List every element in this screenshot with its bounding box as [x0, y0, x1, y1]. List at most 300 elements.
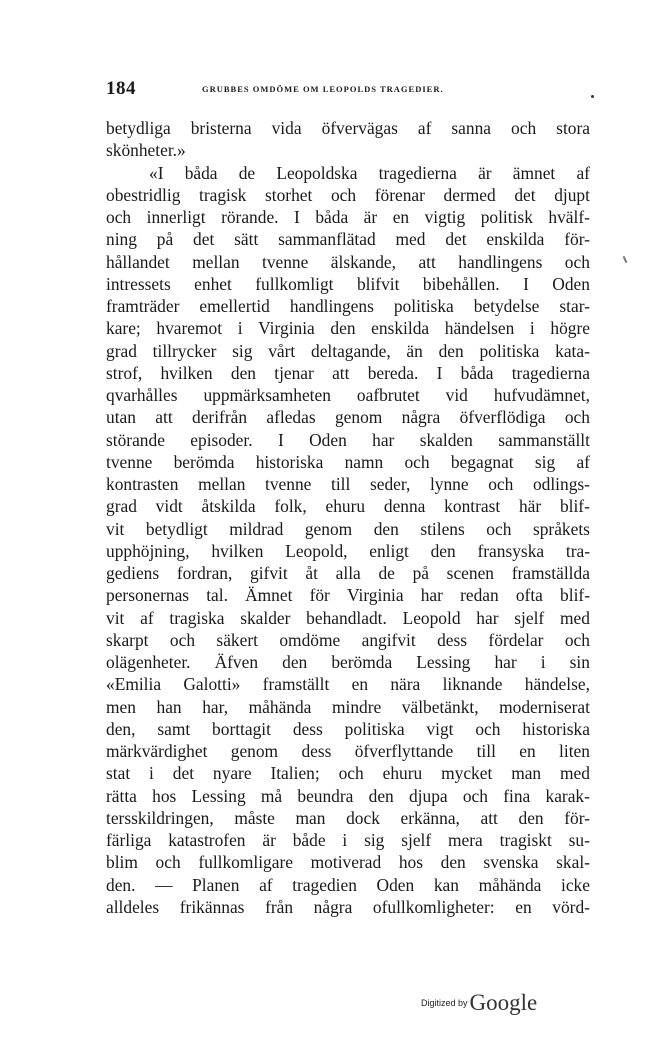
text-line	[106, 340, 590, 362]
word: kontrasten	[106, 474, 179, 494]
word: har	[420, 585, 443, 606]
word: för-	[564, 807, 590, 828]
word: det	[445, 229, 467, 250]
word: erkänna,	[400, 807, 460, 828]
text-line	[106, 295, 590, 317]
text-line	[106, 518, 590, 540]
word: sjelf	[514, 607, 545, 628]
word: det	[172, 763, 195, 784]
word: vid	[445, 385, 468, 405]
word: politiska	[479, 340, 540, 361]
word: den	[368, 785, 394, 806]
word: denna	[383, 496, 426, 517]
word: vida	[271, 118, 302, 138]
word: bristerna	[190, 118, 252, 138]
word: handlingens	[289, 296, 374, 316]
word: politiska	[344, 718, 405, 739]
word: och	[564, 629, 590, 650]
word: att	[155, 407, 173, 428]
word: oafbrutet	[356, 385, 420, 405]
word: emellertid	[199, 296, 270, 316]
word: politiska	[393, 296, 454, 316]
word: sammanställt	[498, 429, 590, 450]
word: en	[351, 674, 369, 695]
word: den	[440, 852, 466, 873]
word: handlingens	[458, 251, 543, 272]
word: nära	[390, 674, 421, 695]
word: en	[392, 207, 410, 227]
word: rätta	[106, 785, 137, 806]
word: framställda	[511, 563, 590, 583]
word: gifvit	[250, 563, 288, 583]
word: dess	[437, 629, 468, 650]
word: båda	[315, 207, 349, 227]
body-text	[106, 117, 590, 918]
word: den	[438, 340, 464, 361]
word: förenar	[374, 184, 425, 205]
word: ofullkomligheter:	[372, 896, 495, 917]
word: tvenne	[261, 251, 309, 272]
text-line	[106, 651, 590, 673]
word: genom	[230, 741, 279, 761]
word: sig	[364, 830, 385, 850]
word: mera	[448, 830, 483, 850]
word: upphöjning,	[106, 540, 190, 561]
word: enskilda	[486, 229, 545, 250]
word: vörd-	[552, 896, 590, 917]
word: han	[156, 696, 182, 717]
digitized-watermark	[421, 990, 537, 1016]
word: ehuru	[325, 496, 366, 517]
word: kare;	[106, 318, 141, 339]
text-line	[106, 807, 590, 829]
word: och	[106, 207, 132, 227]
word: här	[518, 496, 542, 517]
word: den	[518, 807, 544, 828]
word: händelsen	[444, 318, 515, 339]
word: sammanflätad	[278, 229, 376, 250]
word: är	[262, 830, 276, 850]
word: och	[486, 518, 512, 539]
word: I	[523, 273, 529, 294]
word: den	[282, 652, 308, 672]
word: språkets	[532, 518, 590, 539]
word: rörande.	[221, 207, 279, 227]
word: af	[259, 874, 273, 895]
word: tal.	[206, 585, 228, 606]
word: i	[237, 318, 243, 339]
word: tragiska	[169, 607, 225, 628]
text-line	[106, 429, 590, 451]
word: personernas	[106, 585, 190, 606]
word: Lessing	[191, 785, 246, 806]
text-line	[106, 317, 590, 339]
word: moderniserat	[499, 696, 590, 717]
word: Italien;	[270, 763, 320, 784]
word: skönheter.»	[106, 140, 186, 161]
word: Virginia	[258, 318, 315, 339]
text-line	[106, 139, 590, 161]
word: storhet	[264, 184, 313, 205]
word: framställt	[262, 674, 330, 695]
word: djupt	[554, 184, 590, 205]
google-logo: Google	[469, 990, 538, 1015]
text-line	[106, 117, 590, 139]
word: historiska	[522, 718, 590, 739]
word: alldeles	[106, 896, 160, 917]
word: öfvervägas	[321, 118, 398, 138]
word: Virginia	[346, 585, 404, 606]
word: «Emilia	[106, 674, 162, 695]
word: fordran,	[176, 563, 233, 583]
word: mellan	[198, 474, 246, 494]
word: motiverad	[310, 852, 382, 873]
word: öfverflyttande	[354, 741, 454, 761]
word: genom	[334, 407, 383, 428]
word: enligt	[369, 540, 409, 561]
word: hos	[152, 785, 177, 806]
word: samt	[157, 718, 191, 739]
word: skalden	[419, 429, 473, 450]
word: i	[342, 830, 348, 850]
word: tra-	[565, 540, 590, 561]
text-line	[106, 896, 590, 918]
word: hufvudämnet,	[493, 385, 590, 405]
word: kata-	[555, 340, 590, 361]
word: skal-	[556, 852, 590, 873]
word: hvaremot	[156, 318, 223, 339]
word: af	[417, 118, 432, 138]
word: fullkomligt	[255, 273, 334, 294]
text-line	[106, 406, 590, 428]
word: hvilken	[211, 540, 264, 561]
word: hvilken	[160, 362, 213, 383]
word: att	[480, 807, 498, 828]
word: bereda.	[367, 362, 419, 383]
word: störande	[106, 429, 165, 450]
word: sin	[569, 652, 590, 672]
word: hållandet	[106, 251, 170, 272]
word: och	[564, 407, 590, 428]
word: seder,	[369, 474, 411, 494]
word: måste	[234, 807, 275, 828]
word: vidt	[155, 496, 183, 517]
word: skarpt	[106, 629, 149, 650]
word: och	[155, 852, 181, 873]
word: I	[436, 362, 443, 383]
word: och	[338, 763, 364, 784]
word: beundra	[297, 785, 354, 806]
word: katastrofen	[168, 830, 246, 850]
word: Leopold	[402, 607, 461, 628]
word: den	[230, 362, 256, 383]
word: vit	[106, 518, 125, 539]
word: några	[401, 407, 441, 428]
word: betydligt	[145, 518, 208, 539]
word: strof,	[106, 362, 143, 383]
word: borttagit	[212, 718, 271, 739]
word: åt	[305, 563, 318, 583]
word: angifvit	[361, 629, 416, 650]
word: Oden	[376, 874, 415, 895]
word: till	[476, 741, 496, 761]
word: på	[412, 563, 429, 583]
word: tvenne	[265, 474, 312, 494]
text-line	[106, 718, 590, 740]
word: mildrad	[229, 518, 284, 539]
text-line	[106, 607, 590, 629]
digitized-by-label: Digitized by	[421, 998, 468, 1008]
word: ofta	[515, 585, 543, 606]
word: sig	[534, 451, 556, 472]
word: till	[331, 474, 351, 494]
word: öfverflödiga	[459, 407, 546, 428]
word: I	[277, 429, 284, 450]
word: blifvit	[356, 273, 400, 294]
word: blif-	[560, 585, 590, 606]
word: för	[309, 585, 330, 606]
word: —	[155, 874, 173, 895]
word: dess	[301, 741, 332, 761]
word: liten	[559, 741, 590, 761]
word: mycket	[441, 763, 493, 784]
word: Galotti»	[183, 674, 241, 695]
word: man	[295, 807, 326, 828]
ink-speck	[591, 95, 594, 98]
word: stora	[556, 118, 590, 138]
word: Leopoldska	[276, 162, 358, 183]
word: gediens	[106, 563, 160, 583]
word: sjelf	[401, 830, 432, 850]
text-line	[106, 162, 590, 184]
running-head: GRUBBES OMDÖME OM LEOPOLDS TRAGEDIER.	[202, 84, 444, 94]
word: kan	[433, 874, 459, 895]
word: tragiskt	[499, 830, 552, 850]
word: derifrån	[192, 407, 248, 428]
word: mellan	[192, 251, 240, 272]
word: på	[156, 229, 174, 250]
word: genom	[304, 518, 353, 539]
text-line	[106, 228, 590, 250]
text-line	[106, 673, 590, 695]
word: från	[265, 896, 294, 917]
ink-mark	[623, 256, 628, 263]
word: grad	[106, 340, 137, 361]
text-line	[106, 362, 590, 384]
word: har,	[202, 696, 229, 717]
word: uppmärksamheten	[203, 385, 331, 405]
text-line	[106, 629, 590, 651]
word: vit	[106, 607, 125, 628]
word: frikännas	[179, 896, 245, 917]
word: enskilda	[371, 318, 430, 339]
word: en	[515, 896, 532, 917]
word: mindre	[331, 696, 382, 717]
word: qvarhålles	[106, 385, 178, 405]
text-line	[106, 273, 590, 295]
word: att	[332, 362, 350, 383]
word: begagnat	[450, 451, 514, 472]
word: älskande,	[330, 251, 396, 272]
word: betydliga	[106, 118, 171, 138]
word: lynne	[429, 474, 469, 494]
word: må	[260, 785, 283, 806]
text-line	[106, 874, 590, 896]
text-line	[106, 251, 590, 273]
word: åtskilda	[201, 496, 256, 517]
word: Oden	[309, 429, 347, 450]
word: utan	[106, 407, 136, 428]
word: tragisk	[199, 184, 247, 205]
text-line	[106, 584, 590, 606]
word: och	[475, 718, 501, 739]
word: och	[169, 629, 196, 650]
word: dess	[292, 718, 323, 739]
word: och	[330, 184, 357, 205]
word: kontrast	[444, 496, 501, 517]
word: välbetänkt,	[401, 696, 479, 717]
word: af	[140, 607, 154, 628]
word: vigt	[426, 718, 454, 739]
word: politisk	[480, 207, 533, 227]
word: tillrycker	[152, 340, 217, 361]
word: star-	[559, 296, 590, 316]
word: fullkomligare	[198, 852, 293, 873]
word: Leopold,	[285, 540, 348, 561]
word: man	[511, 763, 542, 784]
word: det	[514, 184, 536, 205]
word: «I	[149, 162, 164, 183]
word: den.	[106, 874, 136, 895]
word: och	[404, 451, 430, 472]
word: tragedierna	[378, 162, 457, 183]
word: Äfven	[214, 652, 259, 672]
word: än	[406, 340, 423, 361]
word: båda	[460, 362, 494, 383]
word: både	[292, 830, 326, 850]
word: med	[395, 229, 426, 250]
word: i	[149, 763, 154, 784]
word: är	[478, 162, 492, 183]
word: blif-	[559, 496, 590, 517]
word: karak-	[545, 785, 590, 806]
word: episoder.	[190, 429, 253, 450]
word: liknande	[442, 674, 503, 695]
word: betydelse	[473, 296, 540, 316]
word: af	[576, 162, 590, 183]
word: innerligt	[146, 207, 206, 227]
word: scenen	[446, 563, 494, 583]
word: odlings-	[532, 474, 590, 494]
text-line	[106, 384, 590, 406]
word: att	[418, 251, 436, 272]
word: har	[476, 607, 499, 628]
word: och	[511, 118, 537, 138]
text-line	[106, 451, 590, 473]
word: sig	[232, 340, 253, 361]
word: I	[294, 207, 300, 227]
word: bibehållen.	[422, 273, 500, 294]
word: af	[576, 451, 590, 472]
word: händelse,	[524, 674, 590, 695]
word: vigtig	[424, 207, 466, 227]
word: vårt	[268, 340, 296, 361]
text-line	[106, 829, 590, 851]
word: olägenheter.	[106, 652, 191, 672]
text-line	[106, 473, 590, 495]
word: grad	[106, 496, 137, 517]
word: skalder	[240, 607, 291, 628]
word: dermed	[443, 184, 496, 205]
word: med	[559, 607, 590, 628]
word: ehuru	[382, 763, 423, 784]
word: tjenar	[274, 362, 314, 383]
word: omdöme	[279, 629, 341, 650]
word: de	[238, 162, 256, 183]
word: djupa	[408, 785, 448, 806]
text-line	[106, 740, 590, 762]
word: berömda	[331, 652, 393, 672]
word: sanna	[451, 118, 492, 138]
word: måhända	[248, 696, 312, 717]
page-number: 184	[106, 78, 136, 99]
word: behandladt.	[306, 607, 387, 628]
word: och	[462, 785, 488, 806]
word: en	[519, 741, 536, 761]
word: tragedierna	[511, 362, 590, 383]
word: med	[560, 763, 590, 784]
word: högre	[550, 318, 590, 339]
word: Lessing	[416, 652, 471, 672]
word: den	[373, 518, 399, 539]
text-line	[106, 762, 590, 784]
word: hos	[398, 852, 423, 873]
word: båda	[184, 162, 218, 183]
word: och	[564, 251, 590, 272]
word: Oden	[552, 273, 590, 294]
word: måhända	[478, 874, 542, 895]
word: den,	[106, 718, 136, 739]
word: i	[529, 318, 535, 339]
word: för-	[564, 229, 590, 250]
text-line	[106, 184, 590, 206]
word: enhet	[194, 273, 232, 294]
word: färliga	[106, 830, 152, 850]
word: dock	[346, 807, 380, 828]
text-line	[106, 495, 590, 517]
word: berömda	[173, 451, 235, 472]
word: tvenne	[106, 451, 153, 472]
word: de	[378, 563, 395, 583]
word: obestridlig	[106, 184, 181, 205]
text-line	[106, 206, 590, 228]
word: fina	[503, 785, 531, 806]
text-line	[106, 785, 590, 807]
word: fördelar	[488, 629, 544, 650]
word: svenska	[483, 852, 539, 873]
word: folk,	[274, 496, 307, 517]
word: i	[540, 652, 546, 672]
word: stat	[106, 763, 131, 784]
word: afledas	[266, 407, 316, 428]
word: den	[330, 318, 356, 339]
word: blim	[106, 852, 138, 873]
word: men	[106, 696, 136, 717]
word: su-	[568, 830, 590, 850]
word: hvälf-	[548, 207, 590, 227]
word: historiska	[255, 451, 324, 472]
word: Ämnet	[245, 585, 293, 606]
